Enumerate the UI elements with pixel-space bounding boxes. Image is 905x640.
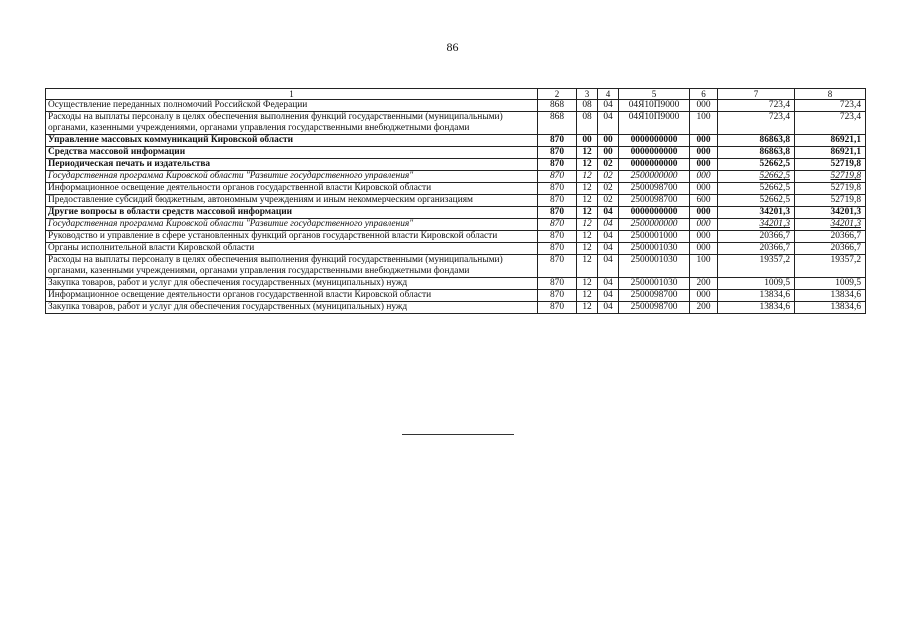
row-name-cell: Периодическая печать и издательства	[46, 159, 538, 171]
table-row	[46, 183, 866, 195]
amount-year1-cell: 52662,5	[718, 195, 795, 207]
target-article-cell: 2500001030	[619, 278, 690, 290]
subsection-cell: 00	[598, 135, 619, 147]
row-name-cell: Органы исполнительной власти Кировской области	[46, 243, 538, 255]
amount-year1-cell: 20366,7	[718, 243, 795, 255]
section-cell: 12	[577, 195, 598, 207]
table-row	[46, 207, 866, 219]
admin-code-cell: 870	[538, 147, 577, 159]
expense-type-cell: 000	[690, 219, 718, 231]
expense-type-cell: 000	[690, 147, 718, 159]
expense-type-cell: 000	[690, 100, 718, 112]
amount-year1-cell: 13834,6	[718, 290, 795, 302]
amount-year1-cell: 13834,6	[718, 302, 795, 314]
table-row	[46, 231, 866, 243]
row-name-cell: Средства массовой информации	[46, 147, 538, 159]
table-row	[46, 100, 866, 112]
target-article-cell: 2500001030	[619, 255, 690, 278]
amount-year1-cell: 20366,7	[718, 231, 795, 243]
section-cell: 12	[577, 183, 598, 195]
subsection-cell: 04	[598, 243, 619, 255]
target-article-cell: 04Я10П9000	[619, 100, 690, 112]
expense-type-cell: 000	[690, 159, 718, 171]
column-header: 1	[46, 89, 538, 100]
target-article-cell: 0000000000	[619, 207, 690, 219]
expense-type-cell: 000	[690, 243, 718, 255]
amount-year1-cell: 723,4	[718, 112, 795, 135]
amount-year2-cell: 20366,7	[795, 231, 866, 243]
admin-code-cell: 870	[538, 302, 577, 314]
expense-type-cell: 600	[690, 195, 718, 207]
admin-code-cell: 870	[538, 243, 577, 255]
expense-type-cell: 000	[690, 290, 718, 302]
target-article-cell: 0000000000	[619, 135, 690, 147]
row-name-cell: Государственная программа Кировской области "Развитие государственного управления"	[46, 219, 538, 231]
row-name-cell: Управление массовых коммуникаций Кировской области	[46, 135, 538, 147]
table-row	[46, 302, 866, 314]
amount-year1-cell: 86863,8	[718, 147, 795, 159]
subsection-cell: 04	[598, 255, 619, 278]
admin-code-cell: 870	[538, 195, 577, 207]
subsection-cell: 00	[598, 147, 619, 159]
amount-year2-cell: 20366,7	[795, 243, 866, 255]
section-cell: 12	[577, 159, 598, 171]
subsection-cell: 04	[598, 290, 619, 302]
row-name-cell: Расходы на выплаты персоналу в целях обеспечения выполнения функций государственными (муниципальными) органами, казенными учреждениями, органами управления государственными внебюджетными фондами	[46, 112, 538, 135]
subsection-cell: 02	[598, 195, 619, 207]
admin-code-cell: 870	[538, 207, 577, 219]
amount-year2-cell: 34201,3	[795, 219, 866, 231]
target-article-cell: 0000000000	[619, 159, 690, 171]
expense-type-cell: 000	[690, 183, 718, 195]
amount-year2-cell: 723,4	[795, 100, 866, 112]
column-header: 7	[718, 89, 795, 100]
amount-year1-cell: 1009,5	[718, 278, 795, 290]
budget-table	[45, 88, 866, 314]
subsection-cell: 04	[598, 207, 619, 219]
admin-code-cell: 870	[538, 183, 577, 195]
section-cell: 12	[577, 231, 598, 243]
section-cell: 08	[577, 112, 598, 135]
target-article-cell: 2500001030	[619, 243, 690, 255]
amount-year1-cell: 52662,5	[718, 183, 795, 195]
expense-type-cell: 000	[690, 231, 718, 243]
table-row	[46, 147, 866, 159]
admin-code-cell: 870	[538, 278, 577, 290]
subsection-cell: 02	[598, 159, 619, 171]
row-name-cell: Расходы на выплаты персоналу в целях обеспечения выполнения функций государственными (муниципальными) органами, казенными учреждениями, органами управления государственными внебюджетными фондами	[46, 255, 538, 278]
table-row	[46, 195, 866, 207]
subsection-cell: 04	[598, 219, 619, 231]
target-article-cell: 2500000000	[619, 171, 690, 183]
table-row	[46, 159, 866, 171]
admin-code-cell: 870	[538, 135, 577, 147]
amount-year2-cell: 52719,8	[795, 159, 866, 171]
row-name-cell: Информационное освещение деятельности органов государственной власти Кировской области	[46, 290, 538, 302]
subsection-cell: 04	[598, 100, 619, 112]
expense-type-cell: 000	[690, 135, 718, 147]
subsection-cell: 04	[598, 112, 619, 135]
amount-year2-cell: 86921,1	[795, 147, 866, 159]
amount-year2-cell: 13834,6	[795, 290, 866, 302]
row-name-cell: Другие вопросы в области средств массовой информации	[46, 207, 538, 219]
admin-code-cell: 870	[538, 219, 577, 231]
amount-year1-cell: 86863,8	[718, 135, 795, 147]
admin-code-cell: 870	[538, 231, 577, 243]
table-row	[46, 290, 866, 302]
subsection-cell: 02	[598, 183, 619, 195]
subsection-cell: 04	[598, 302, 619, 314]
section-cell: 12	[577, 278, 598, 290]
table-row	[46, 278, 866, 290]
table-row	[46, 243, 866, 255]
target-article-cell: 2500098700	[619, 302, 690, 314]
amount-year1-cell: 19357,2	[718, 255, 795, 278]
column-header: 8	[795, 89, 866, 100]
section-cell: 12	[577, 219, 598, 231]
expense-type-cell: 000	[690, 171, 718, 183]
amount-year2-cell: 19357,2	[795, 255, 866, 278]
admin-code-cell: 870	[538, 255, 577, 278]
amount-year2-cell: 13834,6	[795, 302, 866, 314]
column-header: 3	[577, 89, 598, 100]
target-article-cell: 2500098700	[619, 290, 690, 302]
section-cell: 12	[577, 302, 598, 314]
expense-type-cell: 100	[690, 112, 718, 135]
amount-year2-cell: 52719,8	[795, 195, 866, 207]
table-row	[46, 255, 866, 278]
amount-year1-cell: 52662,5	[718, 171, 795, 183]
row-name-cell: Предоставление субсидий бюджетным, автономным учреждениям и иным некоммерческим организациям	[46, 195, 538, 207]
page-number: 86	[446, 40, 459, 54]
admin-code-cell: 868	[538, 100, 577, 112]
section-cell: 00	[577, 135, 598, 147]
admin-code-cell: 870	[538, 290, 577, 302]
column-header: 2	[538, 89, 577, 100]
amount-year1-cell: 34201,3	[718, 219, 795, 231]
target-article-cell: 0000000000	[619, 147, 690, 159]
section-cell: 12	[577, 243, 598, 255]
table-row	[46, 112, 866, 135]
expense-type-cell: 000	[690, 207, 718, 219]
target-article-cell: 2500001000	[619, 231, 690, 243]
table-header-row	[46, 89, 866, 100]
target-article-cell: 04Я10П9000	[619, 112, 690, 135]
amount-year2-cell: 52719,8	[795, 171, 866, 183]
amount-year2-cell: 723,4	[795, 112, 866, 135]
row-name-cell: Закупка товаров, работ и услуг для обеспечения государственных (муниципальных) нужд	[46, 278, 538, 290]
subsection-cell: 04	[598, 231, 619, 243]
row-name-cell: Государственная программа Кировской области "Развитие государственного управления"	[46, 171, 538, 183]
section-cell: 12	[577, 255, 598, 278]
expense-type-cell: 200	[690, 302, 718, 314]
admin-code-cell: 870	[538, 171, 577, 183]
admin-code-cell: 870	[538, 159, 577, 171]
section-cell: 12	[577, 171, 598, 183]
subsection-cell: 04	[598, 278, 619, 290]
table-row	[46, 219, 866, 231]
amount-year2-cell: 86921,1	[795, 135, 866, 147]
section-cell: 12	[577, 290, 598, 302]
column-header: 4	[598, 89, 619, 100]
column-header: 6	[690, 89, 718, 100]
amount-year1-cell: 52662,5	[718, 159, 795, 171]
footer-divider	[402, 434, 514, 435]
row-name-cell: Руководство и управление в сфере установленных функций органов государственной власти Кировской области	[46, 231, 538, 243]
row-name-cell: Закупка товаров, работ и услуг для обеспечения государственных (муниципальных) нужд	[46, 302, 538, 314]
amount-year1-cell: 34201,3	[718, 207, 795, 219]
expense-type-cell: 100	[690, 255, 718, 278]
target-article-cell: 2500098700	[619, 195, 690, 207]
table-row	[46, 135, 866, 147]
amount-year2-cell: 34201,3	[795, 207, 866, 219]
column-header: 5	[619, 89, 690, 100]
target-article-cell: 2500000000	[619, 219, 690, 231]
row-name-cell: Информационное освещение деятельности органов государственной власти Кировской области	[46, 183, 538, 195]
amount-year1-cell: 723,4	[718, 100, 795, 112]
amount-year2-cell: 1009,5	[795, 278, 866, 290]
admin-code-cell: 868	[538, 112, 577, 135]
row-name-cell: Осуществление переданных полномочий Российской Федерации	[46, 100, 538, 112]
expense-type-cell: 200	[690, 278, 718, 290]
section-cell: 08	[577, 100, 598, 112]
section-cell: 12	[577, 147, 598, 159]
target-article-cell: 2500098700	[619, 183, 690, 195]
amount-year2-cell: 52719,8	[795, 183, 866, 195]
subsection-cell: 02	[598, 171, 619, 183]
table-row	[46, 171, 866, 183]
section-cell: 12	[577, 207, 598, 219]
